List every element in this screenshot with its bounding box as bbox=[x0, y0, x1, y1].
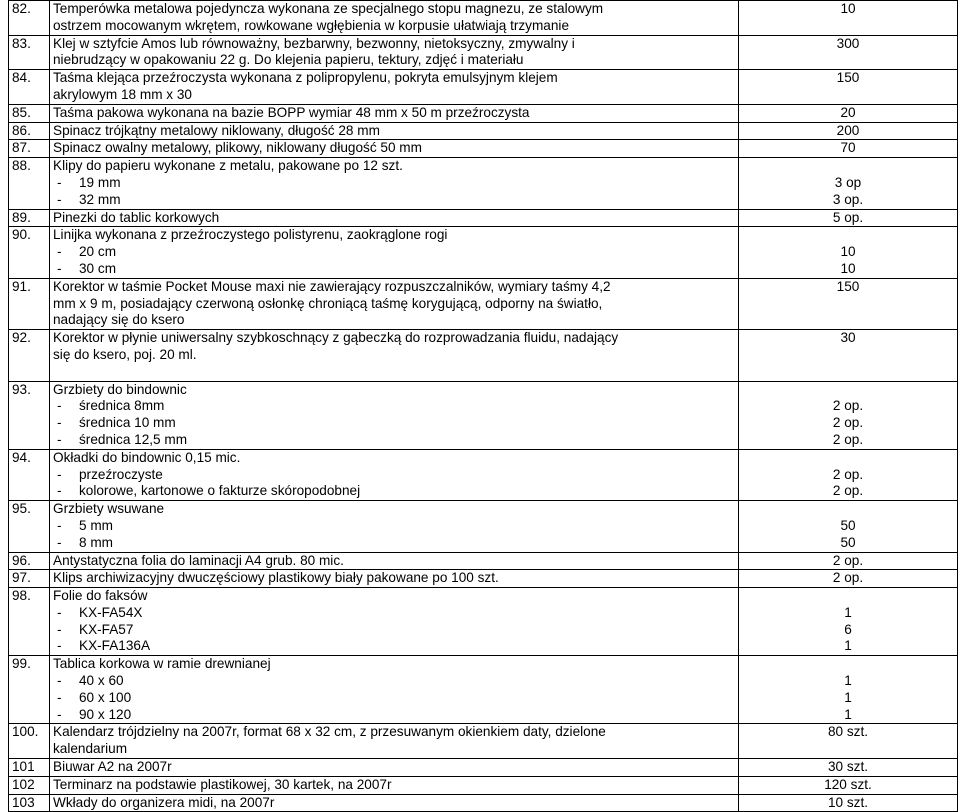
item-quantity bbox=[739, 552, 958, 570]
quantity-line: 1 bbox=[844, 673, 852, 689]
item-quantity bbox=[739, 104, 958, 122]
item-quantity bbox=[739, 501, 958, 552]
quantity-line: 10 bbox=[840, 244, 856, 260]
description-line: Okładki do bindownic 0,15 mic. bbox=[53, 449, 241, 465]
item-number: 100. bbox=[9, 724, 50, 759]
quantity-line: 20 bbox=[840, 104, 856, 120]
table-row bbox=[9, 330, 958, 381]
description-line: nadający się do ksero bbox=[53, 312, 185, 328]
item-description bbox=[50, 794, 739, 812]
description-line: niebrudzący w opakowaniu 22 g. Do klejenia papieru, tektury, zdjęć i materiału bbox=[53, 52, 524, 68]
table-row bbox=[9, 35, 958, 70]
description-line: kalendarium bbox=[53, 741, 128, 757]
quantity-line: 30 bbox=[840, 330, 856, 346]
item-number: 89. bbox=[9, 209, 50, 227]
item-number: 88. bbox=[9, 158, 50, 209]
quantity-line: 1 bbox=[844, 638, 852, 654]
quantity-line: 150 bbox=[836, 278, 860, 294]
description-line: Tablica korkowa w ramie drewnianej bbox=[53, 656, 271, 672]
quantity-line: 2 op. bbox=[832, 431, 864, 447]
sub-item: - 32 mm bbox=[57, 191, 121, 207]
description-line: Spinacz trójkątny metalowy niklowany, długość 28 mm bbox=[53, 122, 380, 138]
description-line: Temperówka metalowa pojedyncza wykonana ze specjalnego stopu magnezu, ze stalowym bbox=[53, 1, 604, 16]
table-row bbox=[9, 656, 958, 724]
item-description bbox=[50, 759, 739, 777]
table-row bbox=[9, 158, 958, 209]
item-number: 91. bbox=[9, 278, 50, 329]
item-number: 92. bbox=[9, 330, 50, 381]
table-row bbox=[9, 776, 958, 794]
quantity-line: 2 op. bbox=[832, 570, 864, 586]
table-row bbox=[9, 209, 958, 227]
item-number: 102 bbox=[9, 776, 50, 794]
description-line: Taśma klejąca przeźroczysta wykonana z polipropylenu, pokryta emulsyjnym klejem bbox=[53, 70, 558, 86]
item-number: 87. bbox=[9, 140, 50, 158]
item-number: 98. bbox=[9, 588, 50, 656]
sub-item: - średnica 8mm bbox=[57, 398, 165, 414]
item-quantity bbox=[739, 656, 958, 724]
quantity-line: 1 bbox=[844, 706, 852, 722]
quantity-line: 10 bbox=[840, 1, 856, 16]
sub-item: - 19 mm bbox=[57, 174, 121, 190]
quantity-line: 10 szt. bbox=[827, 794, 869, 810]
item-description bbox=[50, 552, 739, 570]
item-number: 99. bbox=[9, 656, 50, 724]
quantity-line: 2 op. bbox=[832, 466, 864, 482]
table-row bbox=[9, 140, 958, 158]
quantity-line: 80 szt. bbox=[827, 724, 869, 740]
table-row bbox=[9, 70, 958, 105]
quantity-line: 1 bbox=[844, 604, 852, 620]
item-quantity bbox=[739, 140, 958, 158]
quantity-line: 2 op. bbox=[832, 483, 864, 499]
item-description bbox=[50, 278, 739, 329]
quantity-line bbox=[742, 158, 954, 175]
quantity-line: 6 bbox=[844, 621, 852, 637]
description-line: Korektor w taśmie Pocket Mouse maxi nie zawierający rozpuszczalników, wymiary taśmy 4,2 bbox=[53, 278, 611, 294]
sub-item: - 20 cm bbox=[57, 244, 117, 260]
item-description bbox=[50, 158, 739, 209]
table-row bbox=[9, 122, 958, 140]
item-description bbox=[50, 227, 739, 278]
quantity-line: 1 bbox=[844, 689, 852, 705]
sub-item: - średnica 10 mm bbox=[57, 415, 176, 431]
table-row bbox=[9, 759, 958, 777]
sub-item: - 8 mm bbox=[57, 534, 113, 550]
description-line: Klej w sztyfcie Amos lub równoważny, bezbarwny, bezwonny, nietoksyczny, zmywalny i bbox=[53, 35, 575, 51]
description-line: Antystatyczna folia do laminacji A4 grub. 80 mic. bbox=[53, 552, 344, 568]
description-line: Kalendarz trójdzielny na 2007r, format 68 x 32 cm, z przesuwanym okienkiem daty, dzielone bbox=[53, 724, 606, 740]
quantity-line: 150 bbox=[836, 70, 860, 86]
item-number: 97. bbox=[9, 570, 50, 588]
item-description bbox=[50, 656, 739, 724]
table-row bbox=[9, 724, 958, 759]
quantity-line: 30 szt. bbox=[827, 759, 869, 775]
quantity-line: 5 op. bbox=[832, 209, 864, 225]
items-table-body bbox=[9, 1, 958, 812]
item-description bbox=[50, 570, 739, 588]
item-number: 103 bbox=[9, 794, 50, 812]
table-row bbox=[9, 381, 958, 449]
quantity-line bbox=[742, 382, 954, 399]
quantity-line: 2 op. bbox=[832, 398, 864, 414]
item-quantity bbox=[739, 278, 958, 329]
sub-item: - kolorowe, kartonowe o fakturze skóropodobnej bbox=[57, 483, 361, 499]
quantity-line bbox=[742, 450, 954, 467]
table-row bbox=[9, 449, 958, 500]
description-line: ostrzem mocowanym wkrętem, rowkowane wgłębienia w korpusie ułatwiają trzymanie bbox=[53, 17, 570, 33]
sub-item: - 30 cm bbox=[57, 260, 117, 276]
description-line: Folie do faksów bbox=[53, 588, 148, 604]
item-description bbox=[50, 724, 739, 759]
description-line: mm x 9 m, posiadający czerwoną osłonkę chroniącą taśmę korygującą, odporny na światło, bbox=[53, 295, 603, 311]
item-quantity bbox=[739, 158, 958, 209]
sub-item: - średnica 12,5 mm bbox=[57, 431, 188, 447]
items-table bbox=[8, 0, 958, 812]
description-line: akrylowym 18 mm x 30 bbox=[53, 86, 192, 102]
item-description bbox=[50, 1, 739, 36]
table-row bbox=[9, 794, 958, 812]
quantity-line: 70 bbox=[840, 140, 856, 156]
item-description bbox=[50, 104, 739, 122]
item-number: 83. bbox=[9, 35, 50, 70]
quantity-line bbox=[742, 501, 954, 518]
item-description bbox=[50, 776, 739, 794]
item-number: 85. bbox=[9, 104, 50, 122]
description-line: Wkłady do organizera midi, na 2007r bbox=[53, 794, 275, 810]
quantity-line bbox=[742, 588, 954, 605]
quantity-line: 120 szt. bbox=[824, 776, 872, 792]
item-description bbox=[50, 35, 739, 70]
quantity-line: 10 bbox=[840, 260, 856, 276]
description-line: Klipy do papieru wykonane z metalu, pakowane po 12 szt. bbox=[53, 158, 403, 174]
item-number: 90. bbox=[9, 227, 50, 278]
description-line: Korektor w płynie uniwersalny szybkoschnący z gąbeczką do rozprowadzania fluidu, nadający bbox=[53, 330, 619, 346]
table-row bbox=[9, 570, 958, 588]
sub-item: - 40 x 60 bbox=[57, 673, 124, 689]
sub-item: - KX-FA136A bbox=[57, 638, 151, 654]
description-line: się do ksero, poj. 20 ml. bbox=[53, 346, 197, 362]
table-row bbox=[9, 227, 958, 278]
item-quantity bbox=[739, 776, 958, 794]
item-number: 93. bbox=[9, 381, 50, 449]
item-description bbox=[50, 70, 739, 105]
item-quantity bbox=[739, 227, 958, 278]
sub-item: - KX-FA54X bbox=[57, 604, 143, 620]
table-row bbox=[9, 1, 958, 36]
item-quantity bbox=[739, 570, 958, 588]
item-number: 94. bbox=[9, 449, 50, 500]
document-page bbox=[8, 0, 958, 812]
item-description bbox=[50, 449, 739, 500]
description-line: Grzbiety wsuwane bbox=[53, 501, 165, 517]
item-quantity bbox=[739, 449, 958, 500]
item-description bbox=[50, 140, 739, 158]
table-row bbox=[9, 588, 958, 656]
item-number: 95. bbox=[9, 501, 50, 552]
description-line: Linijka wykonana z przeźroczystego polistyrenu, zaokrąglone rogi bbox=[53, 227, 448, 243]
table-row bbox=[9, 501, 958, 552]
item-description bbox=[50, 330, 739, 381]
sub-item: - przeźroczyste bbox=[57, 466, 163, 482]
item-description bbox=[50, 381, 739, 449]
table-row bbox=[9, 552, 958, 570]
item-description bbox=[50, 209, 739, 227]
item-number: 82. bbox=[9, 1, 50, 36]
quantity-line: 200 bbox=[836, 122, 860, 138]
item-number: 101 bbox=[9, 759, 50, 777]
item-quantity bbox=[739, 724, 958, 759]
item-number: 96. bbox=[9, 552, 50, 570]
description-line: Biuwar A2 na 2007r bbox=[53, 759, 172, 775]
quantity-line: 50 bbox=[840, 517, 856, 533]
sub-item: - 60 x 100 bbox=[57, 689, 132, 705]
item-quantity bbox=[739, 70, 958, 105]
item-quantity bbox=[739, 35, 958, 70]
description-line: Terminarz na podstawie plastikowej, 30 kartek, na 2007r bbox=[53, 776, 392, 792]
description-line: Pinezki do tablic korkowych bbox=[53, 209, 220, 225]
description-line: Spinacz owalny metalowy, plikowy, niklowany długość 50 mm bbox=[53, 140, 422, 156]
sub-item: - 90 x 120 bbox=[57, 706, 132, 722]
quantity-line: 300 bbox=[836, 35, 860, 51]
item-quantity bbox=[739, 759, 958, 777]
quantity-line: 2 op. bbox=[832, 552, 864, 568]
item-quantity bbox=[739, 381, 958, 449]
item-quantity bbox=[739, 588, 958, 656]
quantity-line: 50 bbox=[840, 534, 856, 550]
quantity-line: 3 op bbox=[834, 174, 862, 190]
item-quantity bbox=[739, 330, 958, 381]
table-row bbox=[9, 278, 958, 329]
sub-item: - KX-FA57 bbox=[57, 621, 134, 637]
item-number: 86. bbox=[9, 122, 50, 140]
description-line: Taśma pakowa wykonana na bazie BOPP wymiar 48 mm x 50 m przeźroczysta bbox=[53, 104, 530, 120]
table-row bbox=[9, 104, 958, 122]
quantity-line: 2 op. bbox=[832, 415, 864, 431]
item-quantity bbox=[739, 209, 958, 227]
item-quantity bbox=[739, 1, 958, 36]
description-line: Klips archiwizacyjny dwuczęściowy plastikowy biały pakowane po 100 szt. bbox=[53, 570, 499, 586]
item-number: 84. bbox=[9, 70, 50, 105]
item-quantity bbox=[739, 794, 958, 812]
item-description bbox=[50, 501, 739, 552]
description-line: Grzbiety do bindownic bbox=[53, 381, 187, 397]
sub-item: - 5 mm bbox=[57, 517, 113, 533]
item-description bbox=[50, 588, 739, 656]
item-description bbox=[50, 122, 739, 140]
quantity-line bbox=[742, 656, 954, 673]
item-quantity bbox=[739, 122, 958, 140]
quantity-line: 3 op. bbox=[832, 191, 864, 207]
quantity-line bbox=[742, 227, 954, 244]
